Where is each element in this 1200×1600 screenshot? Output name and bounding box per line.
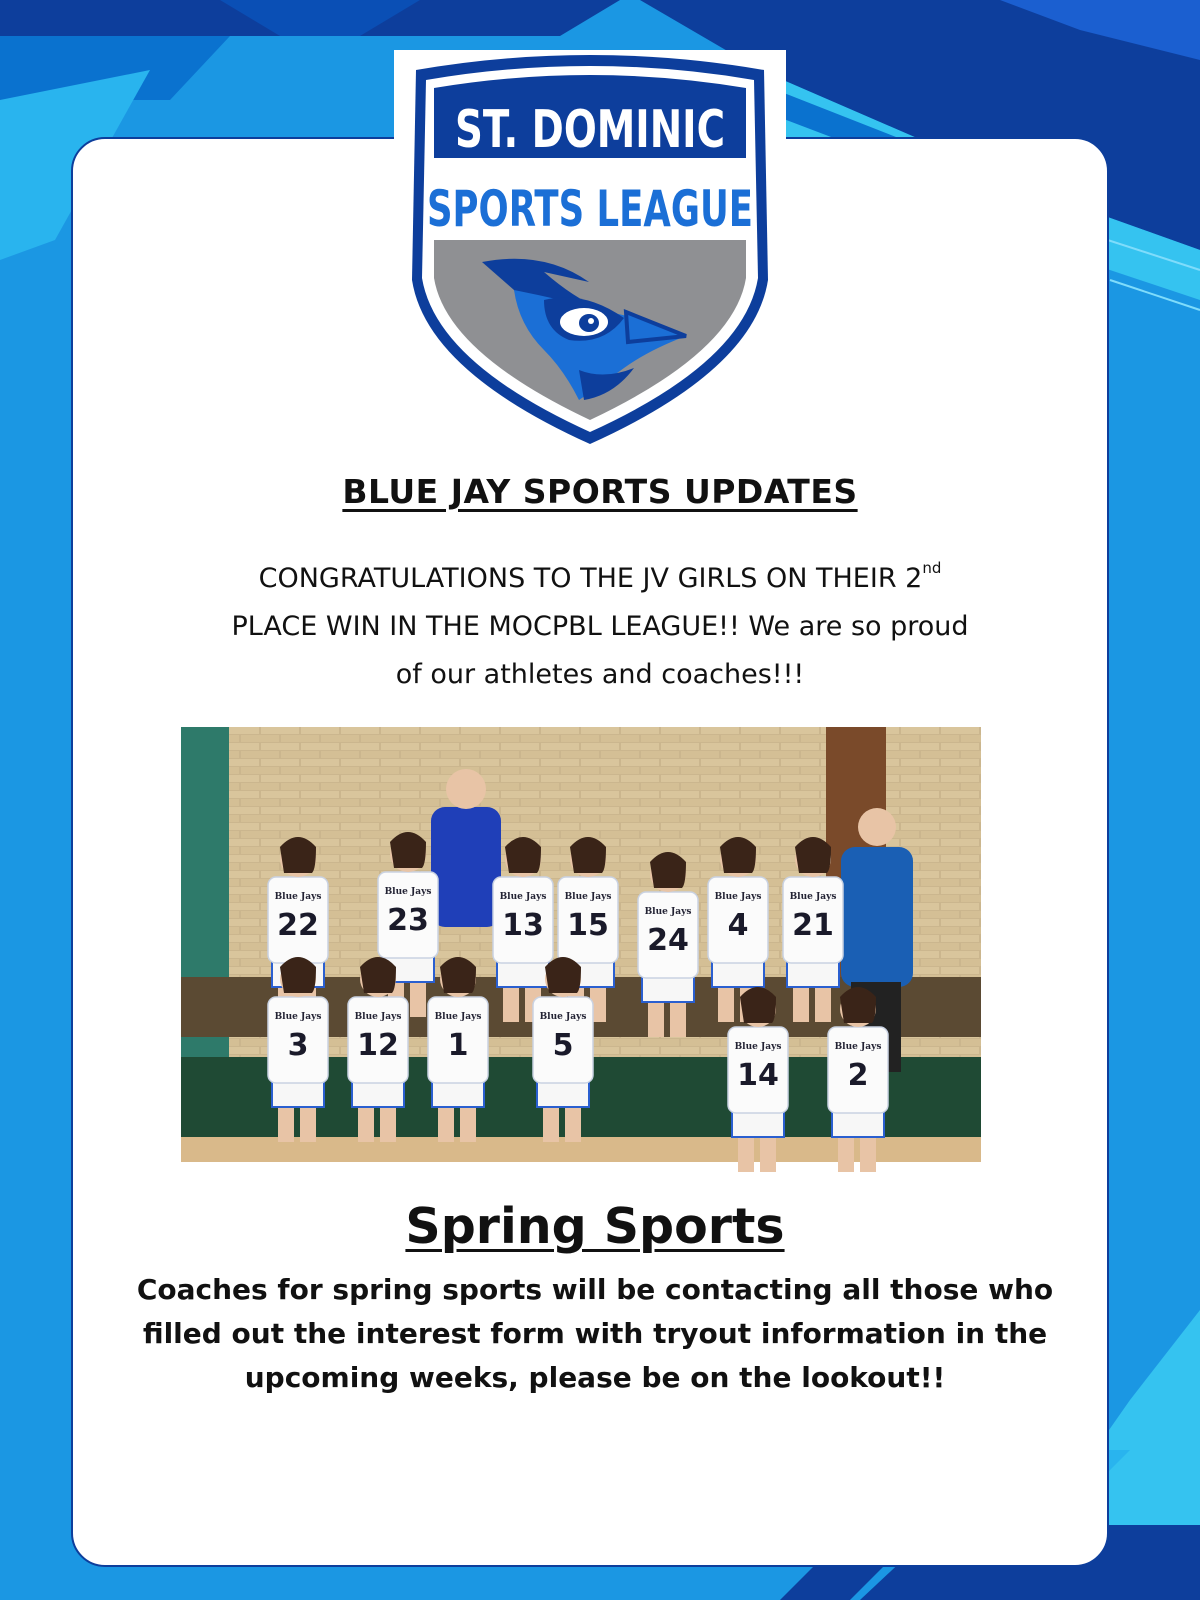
jersey-number: 15 xyxy=(567,908,609,943)
jersey-number: 12 xyxy=(357,1028,399,1063)
jersey-number: 3 xyxy=(287,1028,309,1063)
jersey-number: 4 xyxy=(727,908,749,943)
jersey-team-text: Blue Jays xyxy=(384,887,432,897)
spring-sports-body: Coaches for spring sports will be contacting all those who filled out the interest form with tryout information in the upcoming weeks, please be on the lookout!! xyxy=(136,1273,1054,1394)
jersey-team-text: Blue Jays xyxy=(434,1012,482,1022)
jersey-number: 23 xyxy=(387,903,429,938)
logo-line1: ST. DOMINIC xyxy=(455,100,725,160)
congrats-line3: of our athletes and coaches!!! xyxy=(395,659,805,690)
team-photo xyxy=(181,727,981,1162)
spring-sports-title xyxy=(0,1198,1190,1255)
page-title xyxy=(0,472,1200,511)
jersey-number: 1 xyxy=(447,1028,469,1063)
jersey-number: 24 xyxy=(647,923,689,958)
jersey-team-text: Blue Jays xyxy=(274,892,322,902)
jersey-number: 22 xyxy=(277,908,319,943)
jersey-team-text: Blue Jays xyxy=(274,1012,322,1022)
ordinal-suffix: nd xyxy=(922,559,942,577)
congrats-line2: PLACE WIN IN THE MOCPBL LEAGUE!! We are so proud xyxy=(231,611,969,642)
jersey-number: 5 xyxy=(552,1028,574,1063)
jersey-team-text: Blue Jays xyxy=(499,892,547,902)
jersey-team-text: Blue Jays xyxy=(354,1012,402,1022)
congratulations-text xyxy=(170,555,1030,699)
jersey-team-text: Blue Jays xyxy=(564,892,612,902)
headline-text: BLUE JAY SPORTS UPDATES xyxy=(342,472,858,511)
jersey-team-text: Blue Jays xyxy=(539,1012,587,1022)
jersey-team-text: Blue Jays xyxy=(789,892,837,902)
jersey-team-text: Blue Jays xyxy=(644,907,692,917)
jersey-team-text: Blue Jays xyxy=(714,892,762,902)
jersey-team-text: Blue Jays xyxy=(834,1042,882,1052)
jersey-number: 14 xyxy=(737,1058,779,1093)
spring-title-text: Spring Sports xyxy=(405,1198,785,1255)
congrats-line1: CONGRATULATIONS TO THE JV GIRLS ON THEIR 2 xyxy=(258,563,923,594)
jersey-team-text: Blue Jays xyxy=(734,1042,782,1052)
jersey-number: 13 xyxy=(502,908,544,943)
league-logo xyxy=(394,50,786,448)
jersey-number: 21 xyxy=(792,908,834,943)
jersey-number: 2 xyxy=(847,1058,869,1093)
logo-line2: SPORTS LEAGUE xyxy=(427,180,753,238)
